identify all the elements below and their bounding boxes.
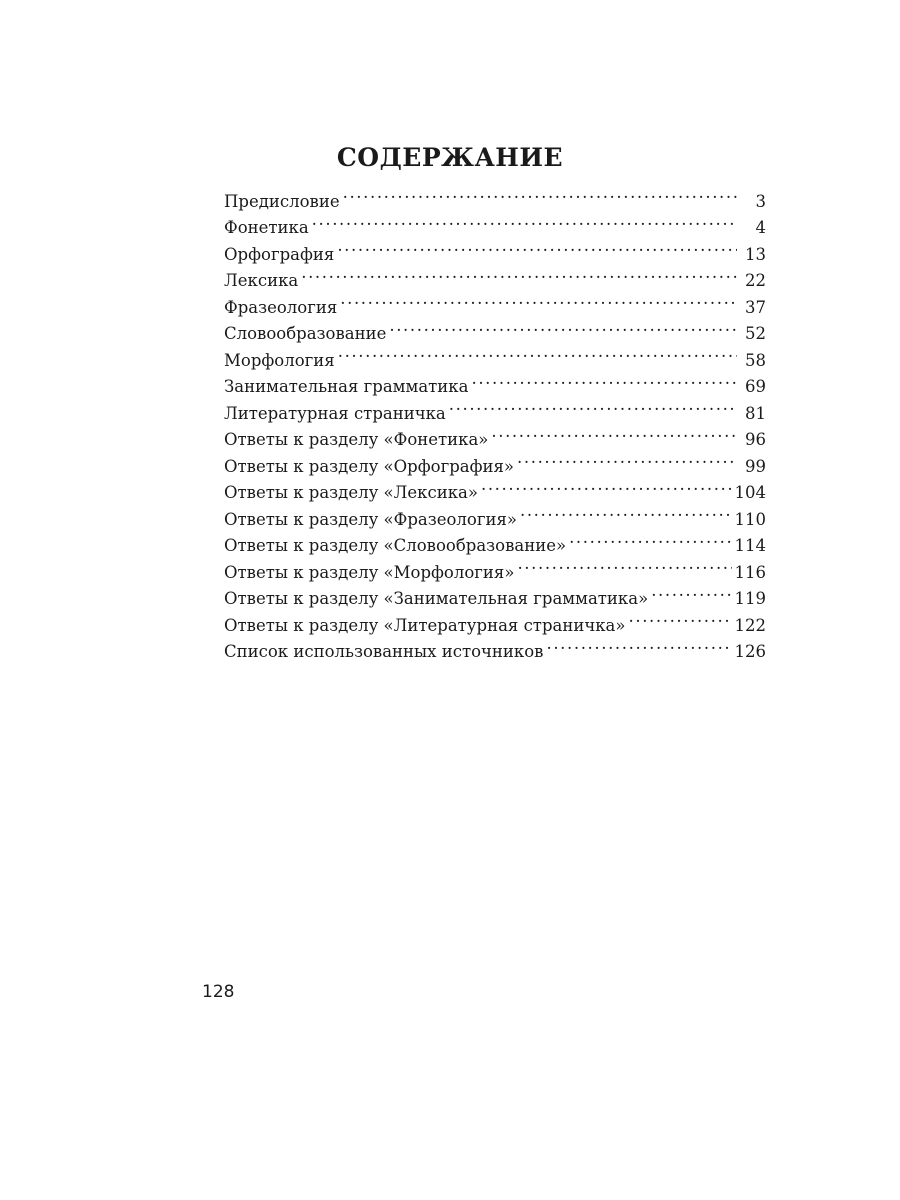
toc-entry-page: 3 — [755, 191, 766, 211]
toc-entry-label: Ответы к разделу «Лексика» — [224, 483, 478, 502]
toc-entry-label: Фразеология — [224, 297, 338, 317]
page-number: 128 — [202, 982, 235, 1002]
toc-entry-label: Предисловие — [224, 191, 340, 211]
toc-dot-leader — [301, 260, 737, 287]
toc-entry-page: 99 — [745, 456, 766, 476]
toc-entry-label: Орфография — [224, 244, 335, 264]
toc-dot-leader — [651, 578, 731, 605]
toc-entry-label: Список использованных источников — [224, 642, 544, 661]
toc-entry-page: 126 — [734, 642, 766, 661]
toc-entry-label: Ответы к разделу «Морфология» — [224, 562, 515, 582]
toc-entry-label: Морфология — [224, 350, 335, 370]
toc-list — [224, 180, 766, 661]
toc-entry-page: 114 — [734, 536, 766, 555]
toc-entry-label: Словообразование — [224, 324, 387, 343]
toc-entry-label: Ответы к разделу «Фонетика» — [224, 430, 489, 449]
toc-entry — [224, 180, 766, 211]
toc-entry-page: 37 — [745, 297, 766, 317]
toc-dot-leader — [340, 286, 737, 313]
toc-title: СОДЕРЖАНИЕ — [336, 143, 564, 172]
toc-entry-label: Лексика — [224, 271, 299, 290]
toc-entry-label: Ответы к разделу «Литературная страничка» — [224, 615, 626, 635]
toc-entry-page: 96 — [745, 430, 766, 449]
toc-entry-page: 58 — [745, 350, 766, 370]
toc-entry-page: 52 — [745, 324, 766, 343]
toc-dot-leader — [517, 551, 731, 578]
toc-entry-label: Занимательная грамматика — [224, 377, 469, 396]
toc-entry-page: 81 — [745, 403, 766, 423]
toc-dot-leader — [389, 313, 737, 340]
toc-dot-leader — [338, 339, 737, 366]
toc-entry-page: 4 — [755, 218, 766, 237]
toc-dot-leader — [312, 207, 737, 234]
toc-dot-leader — [517, 445, 737, 472]
toc-entry — [224, 260, 766, 290]
toc-entry-label: Ответы к разделу «Фразеология» — [224, 509, 517, 529]
toc-entry-page: 13 — [745, 244, 766, 264]
toc-dot-leader — [491, 419, 737, 446]
toc-entry-page: 116 — [734, 562, 766, 582]
toc-entry-label: Ответы к разделу «Занимательная грамматика» — [224, 589, 649, 608]
toc-entry-page: 22 — [745, 271, 766, 290]
toc-dot-leader — [569, 525, 731, 552]
toc-entry-page: 110 — [734, 509, 766, 529]
toc-dot-leader — [520, 498, 732, 525]
toc-entry-label: Ответы к разделу «Орфография» — [224, 456, 515, 476]
toc-dot-leader — [481, 472, 732, 499]
toc-entry-page: 122 — [734, 615, 766, 635]
toc-dot-leader — [337, 233, 737, 260]
toc-dot-leader — [471, 366, 737, 393]
toc-entry-page: 69 — [745, 377, 766, 396]
toc-dot-leader — [629, 604, 732, 631]
toc-entry-label: Фонетика — [224, 218, 309, 237]
toc-dot-leader — [449, 392, 737, 419]
toc-entry-page: 119 — [734, 589, 766, 608]
toc-dot-leader — [546, 631, 731, 658]
toc-entry-page: 104 — [734, 483, 766, 502]
toc-entry-label: Литературная страничка — [224, 403, 446, 423]
toc-entry-label: Ответы к разделу «Словообразование» — [224, 536, 567, 555]
toc-dot-leader — [343, 180, 737, 207]
toc-entry — [224, 286, 766, 317]
